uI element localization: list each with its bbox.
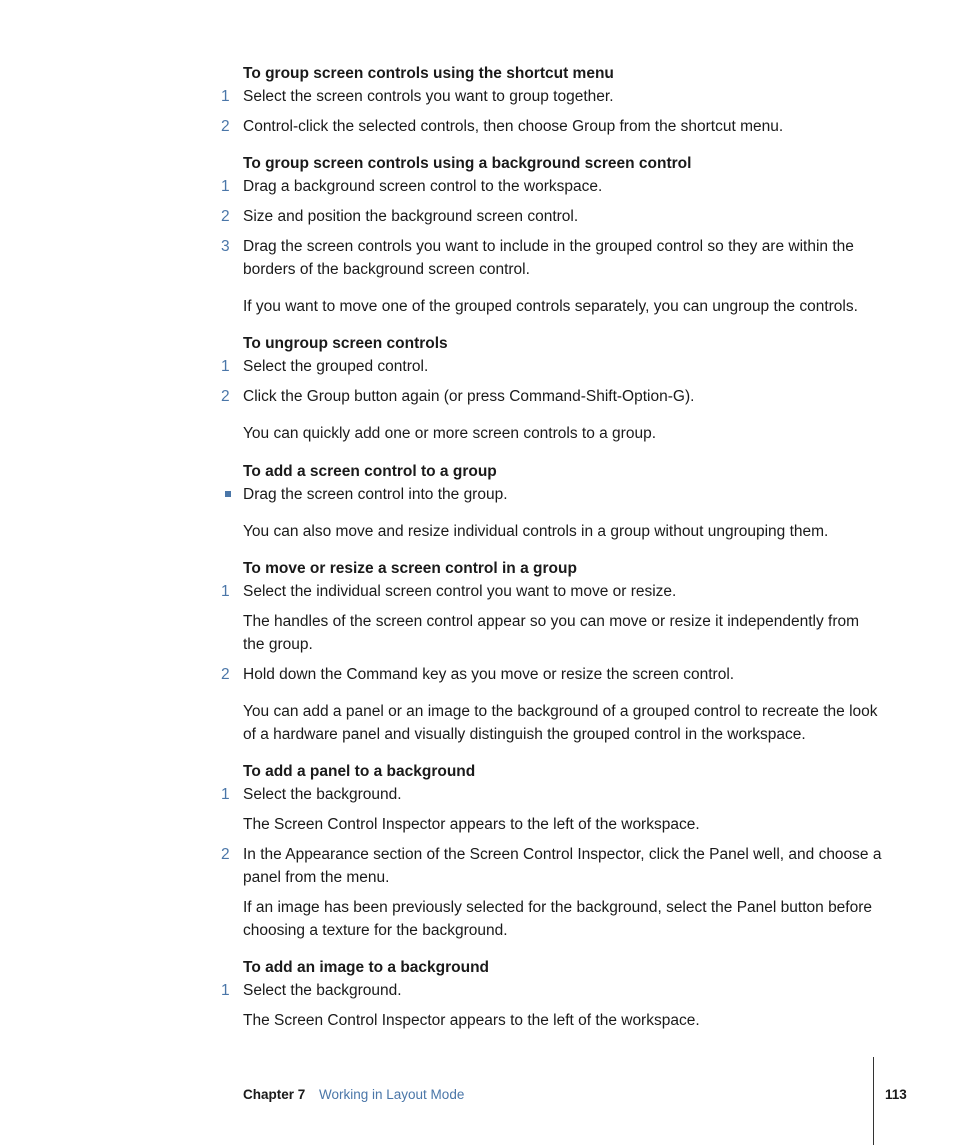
- step-number: 3: [221, 238, 230, 255]
- step-text: Select the grouped control.: [243, 358, 429, 375]
- step-number: 1: [221, 982, 230, 999]
- step-text: Size and position the background screen control.: [243, 208, 579, 225]
- step-item: [221, 663, 882, 686]
- step-text: Select the background.: [243, 982, 402, 999]
- step-text: Select the individual screen control you want to move or resize.: [243, 583, 677, 600]
- step-number: 1: [221, 358, 230, 375]
- step-item: [221, 783, 882, 806]
- bullet-item: [243, 483, 882, 506]
- step-number: 2: [221, 208, 230, 225]
- section-heading: To add an image to a background: [243, 959, 490, 976]
- step-subtext: The handles of the screen control appear so you can move or resize it independently from the group.: [243, 613, 860, 653]
- step-item: [221, 205, 882, 228]
- step-item: [221, 843, 882, 889]
- step-number: 1: [221, 88, 230, 105]
- section-heading: To add a screen control to a group: [243, 463, 497, 480]
- body-paragraph: If you want to move one of the grouped controls separately, you can ungroup the controls.: [243, 298, 858, 315]
- step-number: 1: [221, 583, 230, 600]
- step-item: [221, 85, 882, 108]
- bullet-icon: [225, 491, 231, 497]
- body-paragraph: You can quickly add one or more screen controls to a group.: [243, 425, 657, 442]
- step-text: Click the Group button again (or press Command-Shift-Option-G).: [243, 388, 695, 405]
- step-item: [221, 115, 882, 138]
- step-number: 2: [221, 388, 230, 405]
- body-paragraph: You can also move and resize individual controls in a group without ungrouping them.: [243, 523, 829, 540]
- step-number: 1: [221, 786, 230, 803]
- footer-divider: [873, 1057, 874, 1145]
- step-item: [221, 580, 882, 603]
- section-heading: To ungroup screen controls: [243, 335, 448, 352]
- chapter-label: Chapter 7: [243, 1087, 306, 1102]
- step-text: Select the background.: [243, 786, 402, 803]
- step-subtext: The Screen Control Inspector appears to the left of the workspace.: [243, 816, 700, 833]
- section-heading: To group screen controls using the shortcut menu: [243, 65, 614, 82]
- step-item: [221, 979, 882, 1002]
- section-heading: To add a panel to a background: [243, 763, 476, 780]
- chapter-title-link[interactable]: Working in Layout Mode: [319, 1087, 465, 1102]
- step-number: 1: [221, 178, 230, 195]
- step-text: Drag a background screen control to the workspace.: [243, 178, 603, 195]
- step-item: [221, 175, 882, 198]
- step-text: Select the screen controls you want to group together.: [243, 88, 614, 105]
- section-heading: To group screen controls using a background screen control: [243, 155, 692, 172]
- step-item: [221, 235, 882, 281]
- step-item: [221, 355, 882, 378]
- body-paragraph: You can add a panel or an image to the background of a grouped control to recreate the look of a hardware panel and visually distinguish the grouped control in the workspace.: [243, 703, 878, 743]
- step-number: 2: [221, 118, 230, 135]
- step-number: 2: [221, 846, 230, 863]
- step-text: Control-click the selected controls, then choose Group from the shortcut menu.: [243, 118, 784, 135]
- step-text: In the Appearance section of the Screen Control Inspector, click the Panel well, and choose a panel from the menu.: [243, 846, 882, 886]
- step-item: [221, 385, 882, 408]
- step-text: Drag the screen controls you want to include in the grouped control so they are within the borders of the background screen control.: [243, 238, 854, 278]
- step-number: 2: [221, 666, 230, 683]
- bullet-text: Drag the screen control into the group.: [243, 486, 508, 503]
- section-heading: To move or resize a screen control in a group: [243, 560, 577, 577]
- step-text: Hold down the Command key as you move or resize the screen control.: [243, 666, 735, 683]
- step-subtext: The Screen Control Inspector appears to the left of the workspace.: [243, 1012, 700, 1029]
- page-number: 113: [885, 1087, 907, 1102]
- step-subtext: If an image has been previously selected for the background, select the Panel button before choosing a texture for the background.: [243, 899, 873, 939]
